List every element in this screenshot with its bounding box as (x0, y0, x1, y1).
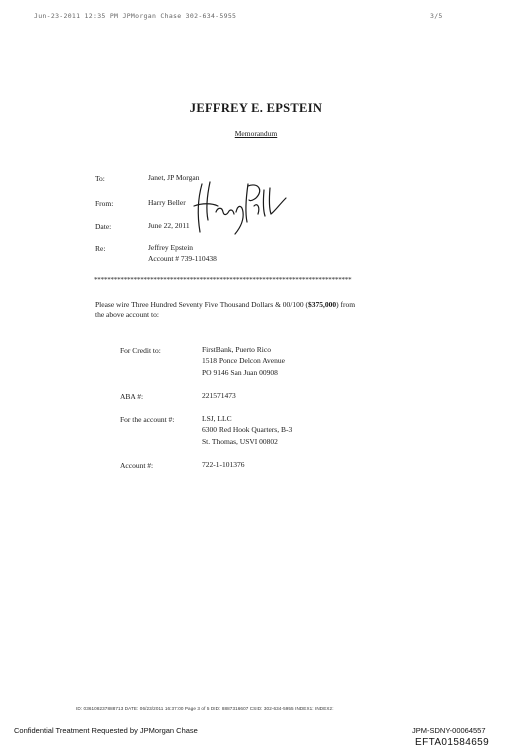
instruction-text-end: ) from (336, 300, 356, 309)
re-label: Re: (95, 244, 106, 253)
aba-value: 221571473 (202, 391, 236, 400)
to-value: Janet, JP Morgan (148, 173, 200, 182)
wire-instruction (95, 300, 355, 310)
account-number-label: Account #: (120, 461, 154, 470)
wire-amount: $375,000 (308, 300, 337, 309)
account-number-value: 722-1-101376 (202, 460, 245, 469)
to-label: To: (95, 174, 105, 183)
bank-name: FirstBank, Puerto Rico (202, 345, 271, 354)
confidentiality-notice: Confidential Treatment Requested by JPMorgan Chase (14, 726, 198, 735)
beneficiary-address-line-1: 6300 Red Hook Quarters, B-3 (202, 425, 293, 434)
separator-line: ****************************************************************************** (94, 276, 352, 284)
re-line-1: Jeffrey Epstein (148, 243, 194, 252)
signature-image (188, 176, 288, 238)
re-line-2: Account # 739-110438 (148, 254, 217, 263)
aba-label: ABA #: (120, 392, 144, 401)
bank-address-line-1: 1518 Ponce Delcon Avenue (202, 356, 285, 365)
instruction-line-2: the above account to: (95, 310, 159, 319)
fax-header-left: Jun-23-2011 12:35 PM JPMorgan Chase 302-634-5955 (34, 12, 237, 20)
beneficiary-address-line-2: St. Thomas, USVI 00802 (202, 437, 278, 446)
fax-page-count: 3/5 (430, 12, 443, 20)
fax-footer-id: ID: 036108237888713 DATE: 06/23/2011 16:37:00 Page 3 of 5 DID: 8887316607 CSID: 302-634-5955 INDEX1: INDEX2: (76, 706, 334, 711)
letterhead-name: JEFFREY E. EPSTEIN (189, 101, 323, 115)
instruction-text-start: Please wire Three Hundred Seventy Five Thousand Dollars & 00/100 ( (95, 300, 309, 309)
beneficiary-name: LSJ, LLC (202, 414, 232, 423)
date-label: Date: (95, 222, 112, 231)
bates-number: JPM-SDNY-00064557 (412, 726, 486, 735)
efta-number: EFTA01584659 (415, 737, 490, 748)
date-value: June 22, 2011 (148, 221, 190, 230)
from-value: Harry Beller (148, 198, 186, 207)
bank-address-line-2: PO 9146 San Juan 00908 (202, 368, 278, 377)
from-label: From: (95, 199, 114, 208)
credit-to-label: For Credit to: (120, 346, 161, 355)
for-account-label: For the account #: (120, 415, 175, 424)
document-type: Memorandum (234, 129, 278, 138)
